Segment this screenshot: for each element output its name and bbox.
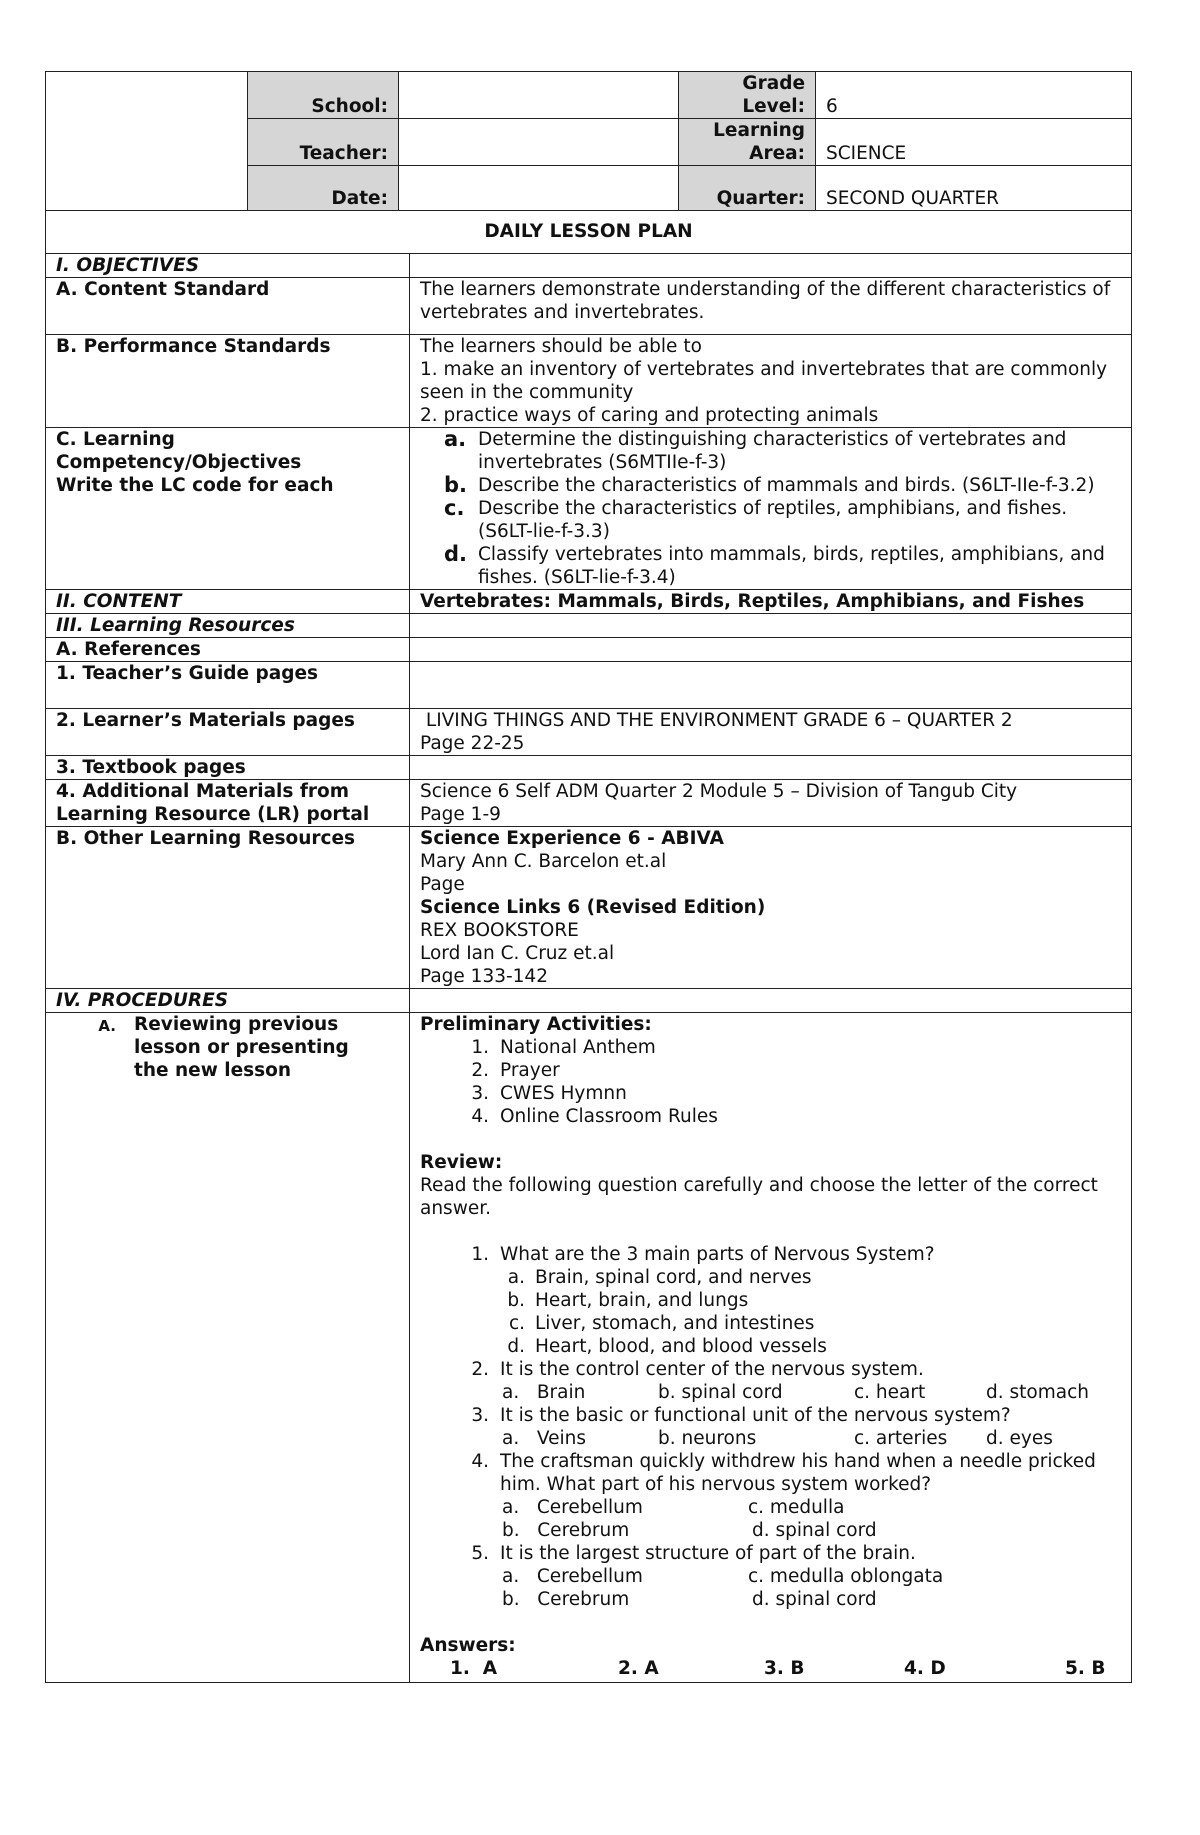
performance-line: The learners should be able to	[420, 335, 702, 357]
list-item: 1. National Anthem	[471, 1036, 656, 1058]
answers-title: Answers:	[420, 1634, 516, 1656]
procedures-heading: IV. PROCEDURES	[46, 988, 410, 1012]
objectives-heading-blank	[410, 253, 1132, 277]
procedure-a-label: A. Reviewing previous lesson or presenting the new lesson	[46, 1012, 410, 1682]
question-options: a. Cerebellum c. medulla oblongata	[502, 1565, 944, 1587]
teacher-label: Teacher:	[248, 119, 399, 166]
learners-materials-value: LIVING THINGS AND THE ENVIRONMENT GRADE 6 – QUARTER 2 Page 22-25	[410, 708, 1132, 755]
objectives-heading: I. OBJECTIVES	[46, 253, 410, 277]
list-item: 4. Online Classroom Rules	[471, 1105, 718, 1127]
grade-level-value: 6	[816, 72, 1132, 119]
content-heading: II. CONTENT	[46, 589, 410, 613]
other-resources-label: B. Other Learning Resources	[46, 826, 410, 988]
quarter-label: Quarter:	[679, 166, 816, 211]
list-item: 2. Prayer	[471, 1059, 560, 1081]
performance-line: 2. practice ways of caring and protecting animals	[420, 404, 879, 426]
preliminary-title: Preliminary Activities:	[420, 1013, 652, 1035]
school-value	[399, 72, 679, 119]
question-item: 3. It is the basic or functional unit of the nervous system?	[471, 1404, 1011, 1426]
date-value	[399, 166, 679, 211]
content-standard-value: The learners demonstrate understanding of the different characteristics of vertebrates and invertebrates.	[410, 277, 1132, 334]
competency-item: b. Describe the characteristics of mammals and birds. (S6LT-IIe-f-3.2)	[444, 472, 1095, 497]
lesson-plan-document	[45, 71, 1131, 1683]
question-item: 5. It is the largest structure of part of the brain.	[471, 1542, 916, 1564]
quarter-value: SECOND QUARTER	[816, 166, 1132, 211]
review-title: Review:	[420, 1151, 503, 1173]
review-questions	[420, 1243, 1121, 1266]
competency-item: c. Describe the characteristics of reptiles, amphibians, and fishes. (S6LT-lie-f-3.3)	[444, 495, 1068, 542]
competency-list	[410, 427, 1132, 589]
references-label: A. References	[46, 637, 410, 661]
question-options: a. Brain b. spinal cord c. heart d. stomach	[502, 1381, 1089, 1403]
question-item: 2. It is the control center of the nervous system.	[471, 1358, 924, 1380]
header-blank-cell	[46, 72, 248, 211]
competency-item: d. Classify vertebrates into mammals, birds, reptiles, amphibians, and fishes. (S6LT-lie-f-3.4)	[444, 541, 1105, 588]
other-resources-value: Science Experience 6 - ABIVA Mary Ann C. Barcelon et.al Page Science Links 6 (Revised Edition) REX BOOKSTORE Lord Ian C. Cruz et.al Page 133-142	[410, 826, 1132, 988]
date-label: Date:	[248, 166, 399, 211]
competency-item: a. Determine the distinguishing characteristics of vertebrates and invertebrates (S6MTIIe-f-3)	[444, 426, 1067, 473]
teacher-value	[399, 119, 679, 166]
textbook-label: 3. Textbook pages	[46, 755, 410, 779]
question-options: a. Brain, spinal cord, and nerves b. Heart, brain, and lungs c. Liver, stomach, and intestines d. Heart, blood, and blood vessels	[507, 1266, 827, 1357]
teachers-guide-label: 1. Teacher’s Guide pages	[46, 661, 410, 708]
content-standard-label: A. Content Standard	[46, 277, 410, 334]
question-options: a. Veins b. neurons c. arteries d. eyes	[502, 1427, 1053, 1449]
content-value: Vertebrates: Mammals, Birds, Reptiles, Amphibians, and Fishes	[410, 589, 1132, 613]
question-options: a. Cerebellum c. medulla	[502, 1496, 845, 1518]
additional-materials-value: Science 6 Self ADM Quarter 2 Module 5 – Division of Tangub City Page 1-9	[410, 779, 1132, 826]
grade-level-label: Grade Level:	[679, 72, 816, 119]
performance-standards-label: B. Performance Standards	[46, 334, 410, 427]
performance-line: 1. make an inventory of vertebrates and invertebrates that are commonly seen in the community	[420, 358, 1108, 403]
answer-key: 1. A 2. A 3. B 4. D 5. B	[450, 1657, 1106, 1679]
additional-materials-label: 4. Additional Materials from Learning Resource (LR) portal	[46, 779, 410, 826]
teachers-guide-value	[410, 661, 1132, 708]
learning-area-value: SCIENCE	[816, 119, 1132, 166]
learning-resources-heading: III. Learning Resources	[46, 613, 410, 637]
lesson-table	[45, 210, 1132, 1683]
list-item: 3. CWES Hymnn	[471, 1082, 627, 1104]
school-label: School:	[248, 72, 399, 119]
competency-label: C. Learning Competency/Objectives Write the LC code for each	[46, 427, 410, 589]
question-item: 4. The craftsman quickly withdrew his hand when a needle pricked him. What part of his nervous system worked?	[471, 1450, 1096, 1495]
review-instructions: Read the following question carefully and choose the letter of the correct answer.	[420, 1174, 1098, 1219]
learning-area-label: Learning Area:	[679, 119, 816, 166]
question-item: 1. What are the 3 main parts of Nervous System?	[471, 1243, 935, 1265]
document-title: DAILY LESSON PLAN	[46, 210, 1132, 253]
learners-materials-label: 2. Learner’s Materials pages	[46, 708, 410, 755]
procedure-a-content: Preliminary Activities: 1. National Anthem 2. Prayer 3. CWES Hymnn 4. Online Classroom Rules Review: Read the following question carefully and choose the letter of the correct answer. 1. What are the 3 main parts of Nervous System? a. Brain, spinal cord, and nerves b. Heart, brain, and lungs c. Liver, stomach, and intestines d. Heart, blood, and blood vessels 2. It is the control center of the nervous system. a. Brain b. spinal cord c. heart d. stomach 3. It is the basic or functional unit of the nervous system? a. Veins b. neurons c. arteries d. eyes 4. The craftsman quickly withdrew his hand when a needle pricked him. What part of his nervous system worked? a. Cerebellum c. medulla b. Cerebrum d. spinal cord 5. It is the largest structure of part of the brain. a. Cerebellum c. medulla oblongata b. Cerebrum d. spinal cord Answers: 1. A 2. A 3. B 4. D 5. B	[410, 1012, 1132, 1682]
header-table	[45, 71, 1132, 211]
preliminary-list	[420, 1036, 1121, 1128]
performance-standards-value	[410, 334, 1132, 427]
